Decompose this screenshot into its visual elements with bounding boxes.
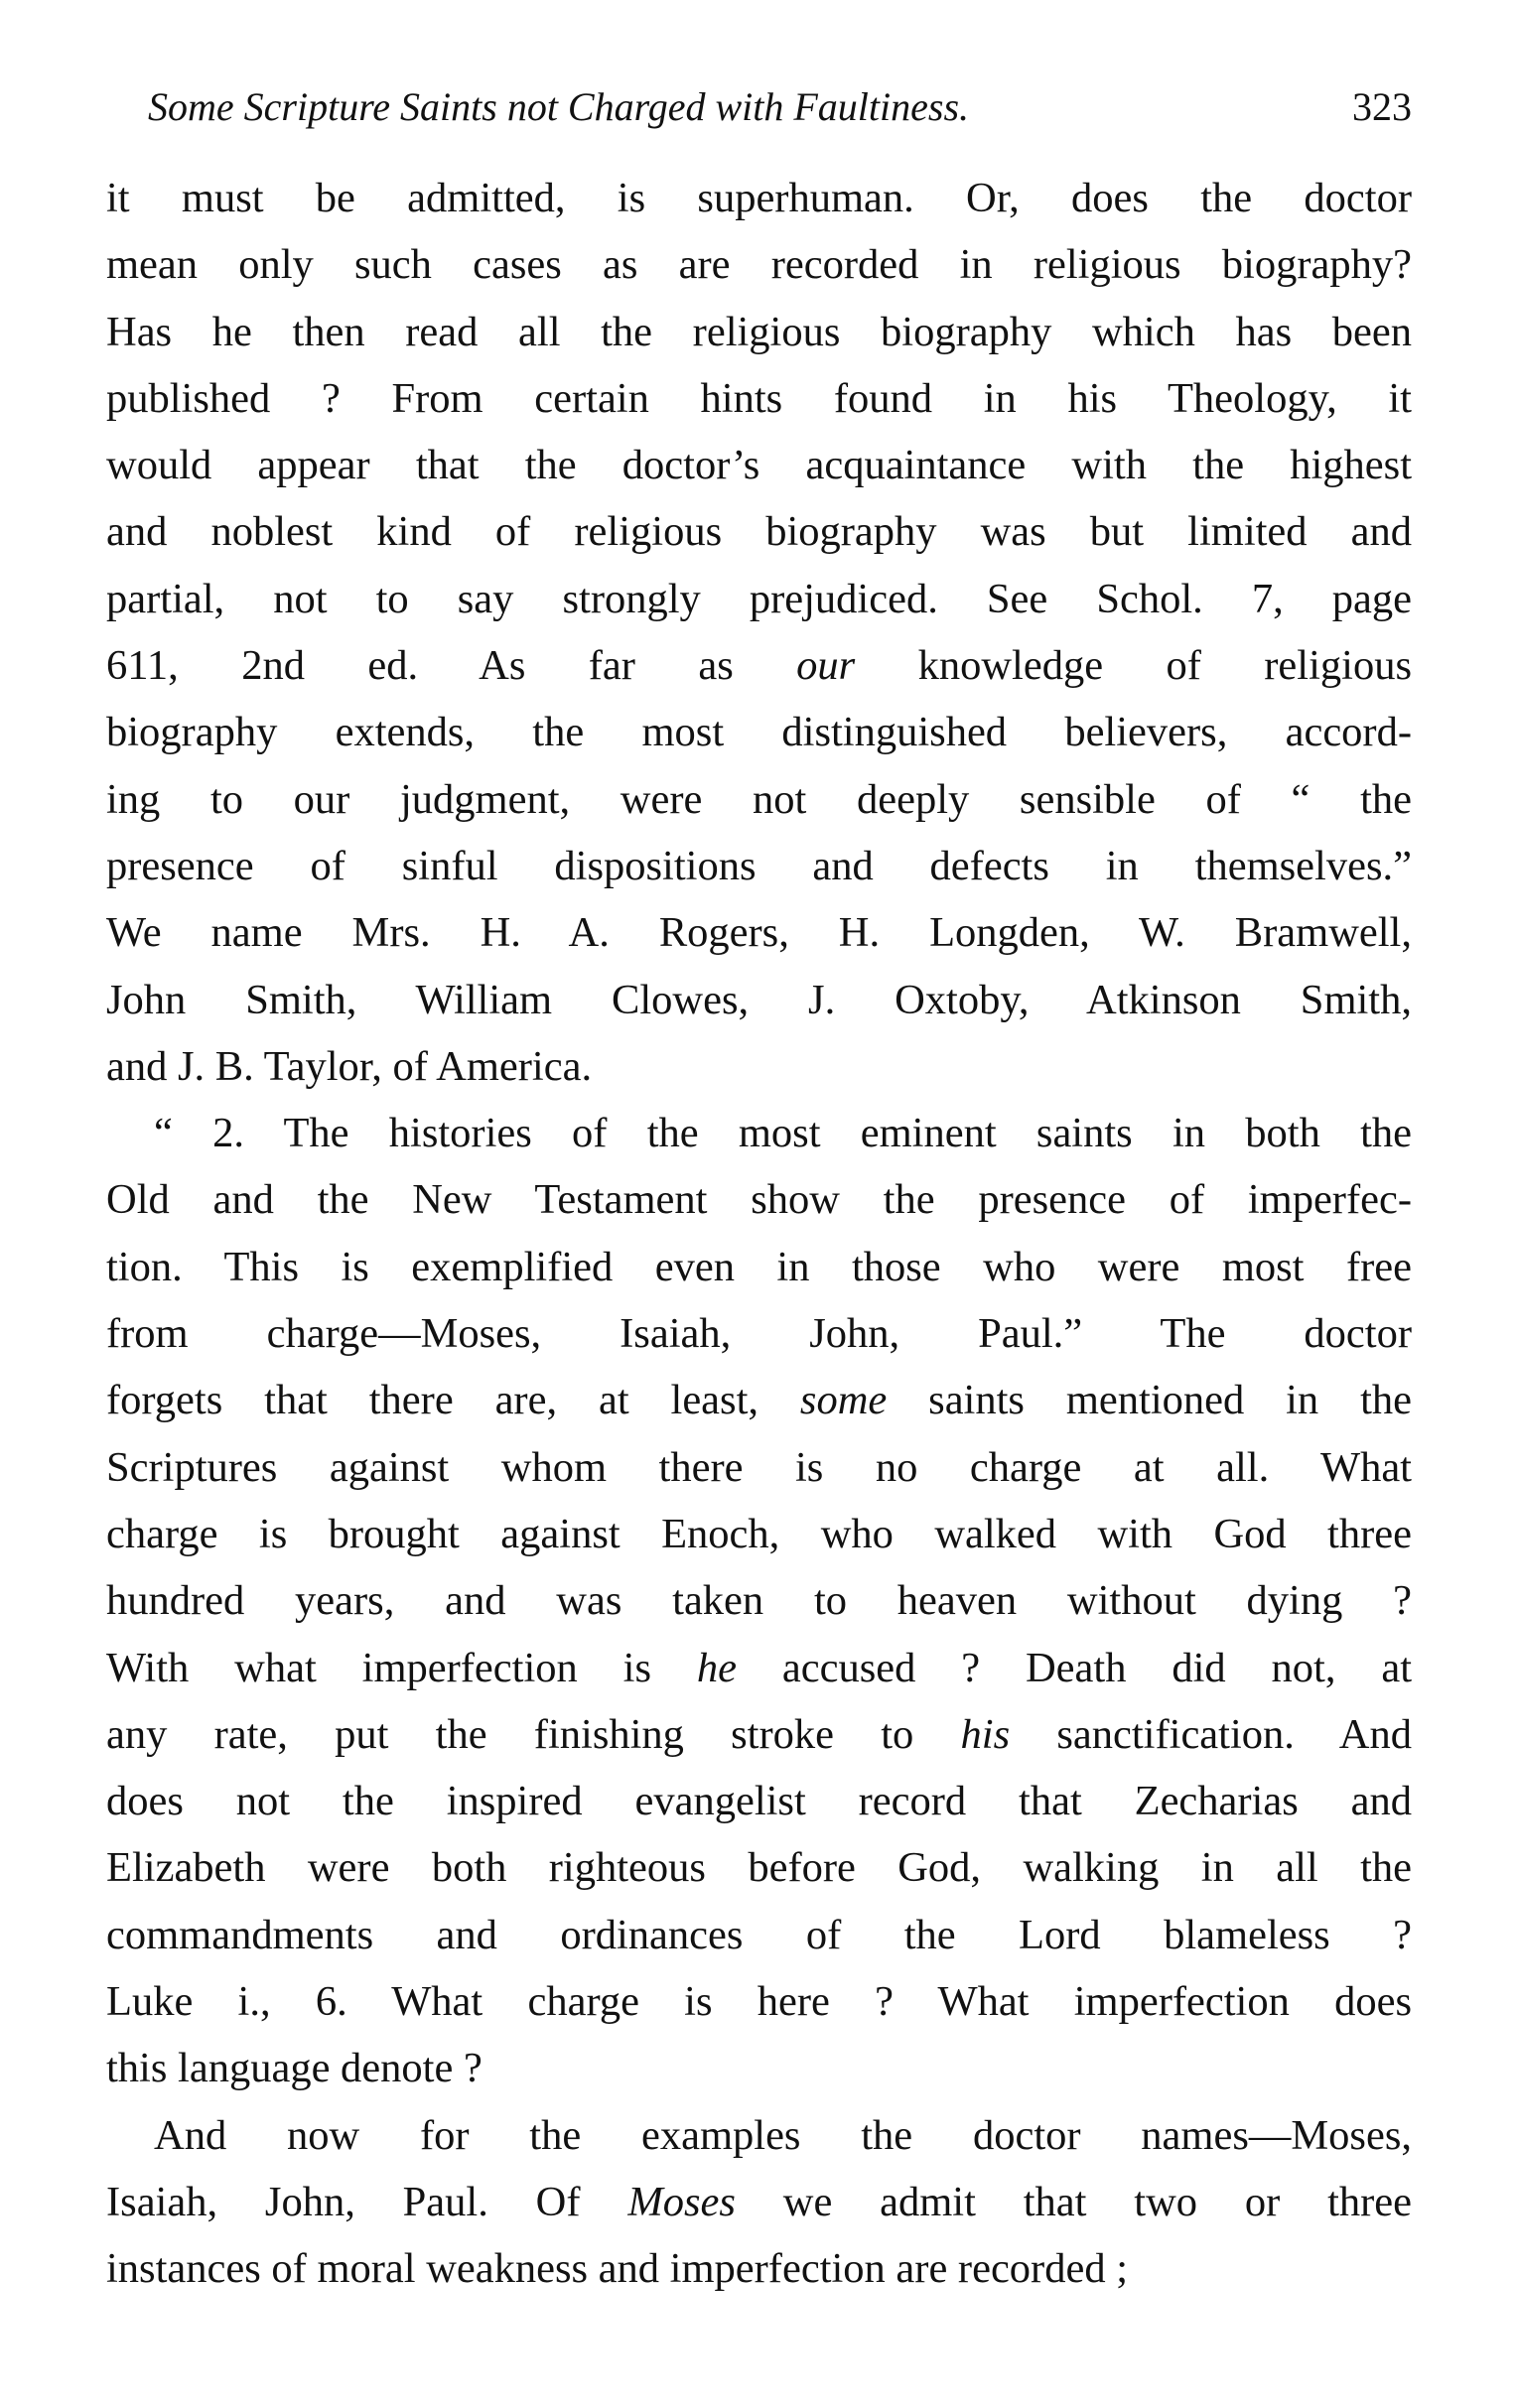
text-line: it must be admitted, is superhuman. Or, does the doctor xyxy=(106,175,1412,221)
text-line: We name Mrs. H. A. Rogers, H. Longden, W. Bramwell, xyxy=(106,909,1412,957)
text-line: Scriptures against whom there is no charge at all. What xyxy=(106,1443,1412,1491)
text-line: any rate, put the finishing stroke to his sanctification. And xyxy=(106,1710,1412,1758)
text-line: mean only such cases as are recorded in religious biography? xyxy=(106,241,1412,289)
text-line: and noblest kind of religious biography was but limited and xyxy=(106,508,1412,556)
text-line: charge is brought against Enoch, who walked with God three xyxy=(106,1510,1412,1557)
text-line: does not the inspired evangelist record that Zecharias and xyxy=(106,1778,1412,1825)
running-head xyxy=(106,67,1412,147)
text-line: ing to our judgment, were not deeply sensible of “ the xyxy=(106,775,1412,823)
text-line: Old and the New Testament show the presence of imperfec- xyxy=(106,1176,1412,1224)
text-line: and J. B. Taylor, of America. xyxy=(106,1042,593,1090)
text-line: 611, 2nd ed. As far as our knowledge of religious xyxy=(106,642,1412,690)
text-line: instances of moral weakness and imperfection are recorded ; xyxy=(106,2245,1129,2293)
book-page xyxy=(106,67,1412,2303)
text-line: biography extends, the most distinguished believers, accord- xyxy=(106,709,1412,756)
text-line: this language denote ? xyxy=(106,2045,483,2092)
text-line: commandments and ordinances of the Lord blameless ? xyxy=(106,1911,1412,1958)
text-line: from charge—Moses, Isaiah, John, Paul.” The doctor xyxy=(106,1310,1412,1358)
text-line: tion. This is exemplified even in those who were most free xyxy=(106,1243,1412,1290)
text-line: published ? From certain hints found in his Theology, it xyxy=(106,374,1412,422)
text-line: With what imperfection is he accused ? Death did not, at xyxy=(106,1644,1412,1691)
text-line: Luke i., 6. What charge is here ? What imperfection does xyxy=(106,1978,1412,2026)
body-text xyxy=(106,165,1412,2303)
paragraph xyxy=(106,1100,1412,2101)
text-line: would appear that the doctor’s acquaintance with the highest xyxy=(106,442,1412,489)
text-line: “ 2. The histories of the most eminent saints in both the xyxy=(154,1110,1412,1157)
text-line: Has he then read all the religious biography which has been xyxy=(106,308,1412,355)
text-line: And now for the examples the doctor names—Moses, xyxy=(154,2111,1412,2159)
text-line: forgets that there are, at least, some saints mentioned in the xyxy=(106,1377,1412,1424)
paragraph xyxy=(106,165,1412,1100)
text-line: partial, not to say strongly prejudiced. See Schol. 7, page xyxy=(106,575,1412,622)
text-line: Elizabeth were both righteous before God, walking in all the xyxy=(106,1844,1412,1892)
text-line: presence of sinful dispositions and defects in themselves.” xyxy=(106,842,1412,889)
text-line: John Smith, William Clowes, J. Oxtoby, Atkinson Smith, xyxy=(106,976,1412,1023)
running-title: Some Scripture Saints not Charged with Faultiness. xyxy=(148,84,970,129)
page-number: 323 xyxy=(1352,84,1412,129)
text-line: hundred years, and was taken to heaven without dying ? xyxy=(106,1577,1412,1625)
text-line: Isaiah, John, Paul. Of Moses we admit that two or three xyxy=(106,2178,1413,2225)
paragraph xyxy=(106,2102,1412,2303)
